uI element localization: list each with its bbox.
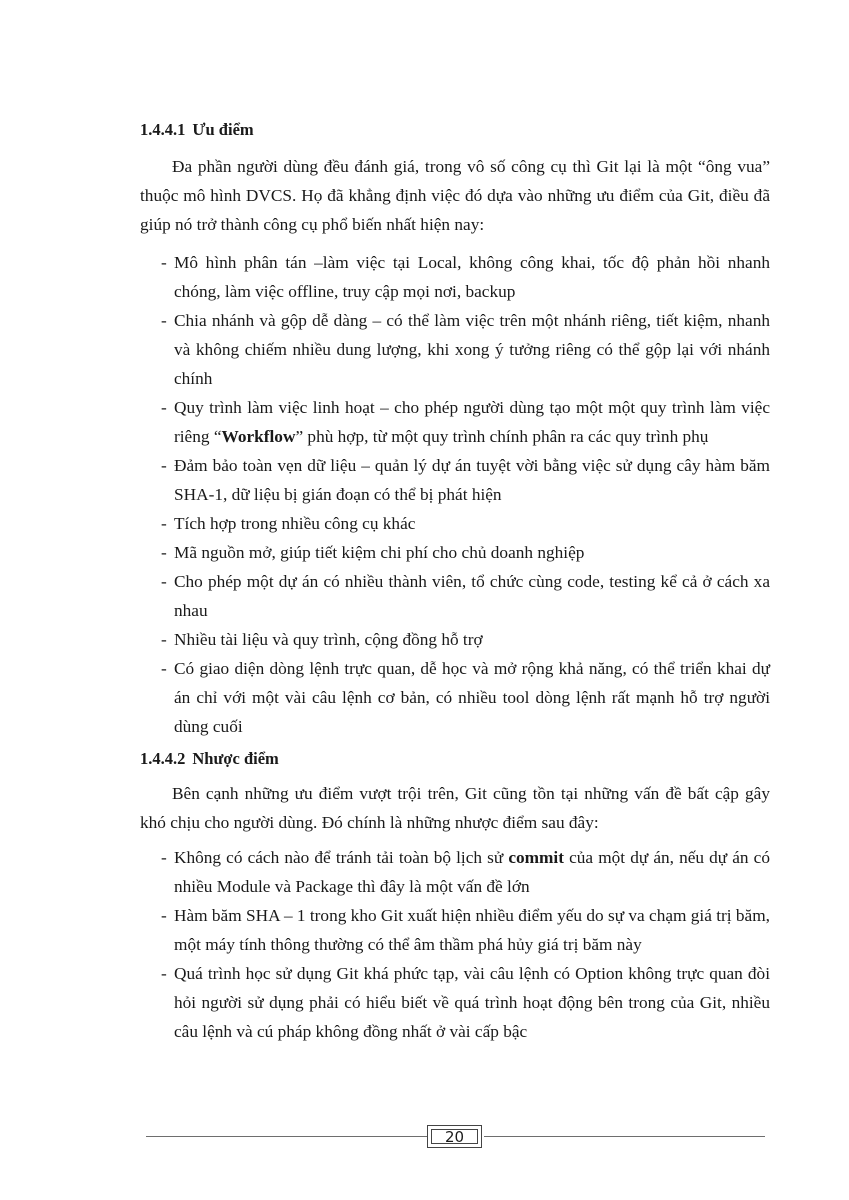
footer-rule-left [146, 1136, 427, 1137]
advantages-intro-paragraph: Đa phần người dùng đều đánh giá, trong vô số công cụ thì Git lại là một “ông vua” thuộc mô hình DVCS. Họ đã khẳng định việc đó dựa vào những ưu điểm của Git, điều đã giúp nó trở thành công cụ phổ biến nhất hiện nay: [140, 157, 770, 234]
disadvantages-intro-paragraph: Bên cạnh những ưu điểm vượt trội trên, Git cũng tồn tại những vấn đề bất cập gây khó chịu cho người dùng. Đó chính là những nhược điểm sau đây: [140, 784, 770, 832]
list-dash: - [161, 398, 167, 417]
section-heading-disadvantages [140, 747, 770, 771]
list-item: - Tích hợp trong nhiều công cụ khác [140, 509, 770, 538]
list-item: - Quá trình học sử dụng Git khá phức tạp, vài câu lệnh có Option không trực quan đòi hỏi người sử dụng phải có hiểu biết về quá trình hoạt động bên trong của Git, nhiều câu lệnh và cú pháp không đồng nhất ở vài cấp bậc [140, 959, 770, 1046]
list-dash: - [161, 848, 167, 867]
list-item: - Hàm băm SHA – 1 trong kho Git xuất hiện nhiều điểm yếu do sự va chạm giá trị băm, một máy tính thông thường có thể âm thầm phá hủy giá trị băm này [140, 901, 770, 959]
page-number: 20 [431, 1129, 478, 1144]
list-item: - Không có cách nào để tránh tải toàn bộ lịch sử commit của một dự án, nếu dự án có nhiều Module và Package thì đây là một vấn đề lớn [140, 843, 770, 901]
list-item: - Có giao diện dòng lệnh trực quan, dễ học và mở rộng khả năng, có thể triển khai dự án chỉ với một vài câu lệnh cơ bản, có nhiều tool dòng lệnh rất mạnh hỗ trợ người dùng cuối [140, 654, 770, 741]
list-item: - Cho phép một dự án có nhiều thành viên, tổ chức cùng code, testing kể cả ở cách xa nhau [140, 567, 770, 625]
list-item: - Đảm bảo toàn vẹn dữ liệu – quản lý dự án tuyệt vời bằng việc sử dụng cây hàm băm SHA-1, dữ liệu bị gián đoạn có thể bị phát hiện [140, 451, 770, 509]
list-item: - Nhiều tài liệu và quy trình, cộng đồng hỗ trợ [140, 625, 770, 654]
bold-term: commit [508, 848, 564, 867]
page-number-box [427, 1125, 482, 1148]
disadvantages-list [140, 843, 770, 1046]
list-dash: - [161, 543, 167, 562]
list-dash: - [161, 906, 167, 925]
list-dash: - [161, 311, 167, 330]
footer-rule-right [484, 1136, 765, 1137]
section-number: 1.4.4.1 [140, 120, 186, 139]
list-dash: - [161, 456, 167, 475]
list-dash: - [161, 630, 167, 649]
section-heading-advantages [140, 118, 770, 142]
bold-term: Workflow [221, 427, 296, 446]
section-title: Nhược điểm [192, 749, 279, 768]
list-item: - Chia nhánh và gộp dễ dàng – có thể làm việc trên một nhánh riêng, tiết kiệm, nhanh và không chiếm nhiều dung lượng, khi xong ý tưởng riêng có thể gộp lại với nhánh chính [140, 306, 770, 393]
section-number: 1.4.4.2 [140, 749, 186, 768]
list-dash: - [161, 514, 167, 533]
advantages-list [140, 248, 770, 741]
list-item: - Mã nguồn mở, giúp tiết kiệm chi phí cho chủ doanh nghiệp [140, 538, 770, 567]
list-dash: - [161, 659, 167, 678]
list-dash: - [161, 964, 167, 983]
list-item: - Mô hình phân tán –làm việc tại Local, không công khai, tốc độ phản hồi nhanh chóng, làm việc offline, truy cập mọi nơi, backup [140, 248, 770, 306]
page-content [140, 118, 770, 1046]
list-item: - Quy trình làm việc linh hoạt – cho phép người dùng tạo một một quy trình làm việc riêng “Workflow” phù hợp, từ một quy trình chính phân ra các quy trình phụ [140, 393, 770, 451]
list-dash: - [161, 253, 167, 272]
section-title: Ưu điểm [192, 120, 254, 139]
list-dash: - [161, 572, 167, 591]
